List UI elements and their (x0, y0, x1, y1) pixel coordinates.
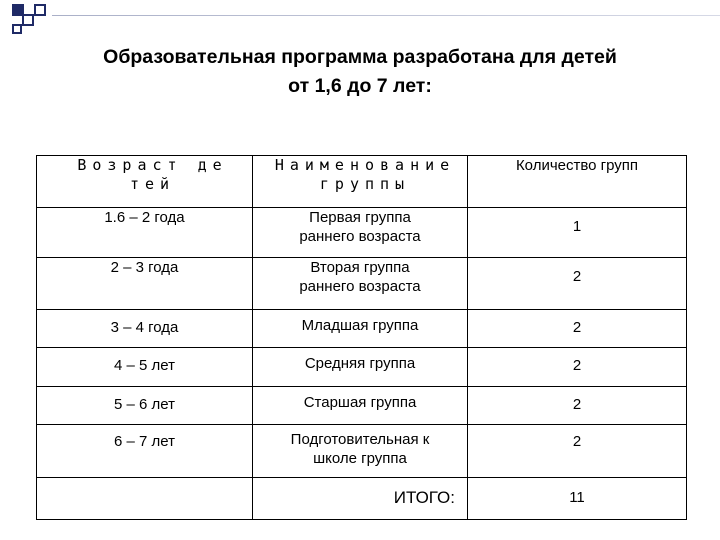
cell-age: 1.6 – 2 года (37, 208, 253, 258)
cell-count: 2 (468, 387, 687, 425)
cell-count: 1 (468, 208, 687, 258)
cell-group: Средняя группа (253, 348, 468, 387)
cell-group: Младшая группа (253, 310, 468, 348)
table-row (37, 208, 687, 258)
slide-title (0, 43, 720, 101)
total-value: 11 (468, 478, 687, 520)
title-line-1: Образовательная программа разработана для детей (103, 46, 617, 68)
title-line-2: от 1,6 до 7 лет: (288, 75, 432, 97)
cell-group: Вторая группа раннего возраста (253, 258, 468, 310)
table-header-row (37, 156, 687, 208)
cell-count: 2 (468, 348, 687, 387)
cell-age: 3 – 4 года (37, 310, 253, 348)
table-row (37, 425, 687, 478)
cell-count: 2 (468, 258, 687, 310)
cell-age: 4 – 5 лет (37, 348, 253, 387)
cell-age: 6 – 7 лет (37, 425, 253, 478)
table-row (37, 348, 687, 387)
header-age: Возраст детей (37, 156, 253, 208)
table-row (37, 258, 687, 310)
decor-square-outline (12, 24, 22, 34)
cell-age: 5 – 6 лет (37, 387, 253, 425)
table-total-row (37, 478, 687, 520)
cell-count: 2 (468, 310, 687, 348)
cell-group: Подготовительная к школе группа (253, 425, 468, 478)
cell-age: 2 – 3 года (37, 258, 253, 310)
header-group-name: Наименование группы (253, 156, 468, 208)
decor-square-outline (22, 14, 34, 26)
cell-group: Первая группа раннего возраста (253, 208, 468, 258)
header-group-count: Количество групп (468, 156, 687, 208)
total-empty-cell (37, 478, 253, 520)
cell-group: Старшая группа (253, 387, 468, 425)
groups-table (36, 155, 687, 520)
table-row (37, 387, 687, 425)
decor-square-outline (34, 4, 46, 16)
header-rule (52, 15, 720, 16)
table-row (37, 310, 687, 348)
total-label: ИТОГО: (253, 478, 468, 520)
cell-count: 2 (468, 425, 687, 478)
